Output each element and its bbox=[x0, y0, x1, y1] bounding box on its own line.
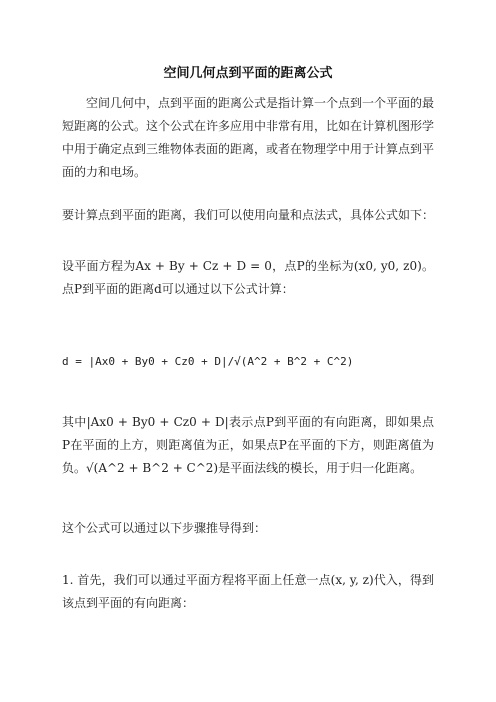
derivation-step-1: 1. 首先，我们可以通过平面方程将平面上任意一点(x, y, z)代入，得到该点到平面的有向距离： bbox=[62, 573, 434, 610]
method-paragraph: 要计算点到平面的距离，我们可以使用向量和点法式，具体公式如下： bbox=[62, 208, 435, 222]
setup-paragraph: 设平面方程为Ax + By + Cz + D = 0，点P的坐标为(x0, y0, z0)。点P到平面的距离d可以通过以下公式计算： bbox=[62, 259, 434, 296]
derivation-intro-paragraph: 这个公式可以通过以下步骤推导得到： bbox=[62, 521, 267, 535]
explanation-paragraph: 其中|Ax0 + By0 + Cz0 + D|表示点P到平面的有向距离，即如果点P在平面的上方，则距离值为正，如果点P在平面的下方，则距离值为负。√(A^2 + B^2 + C^2)是平面法线的模长，用于归一化距离。 bbox=[62, 415, 434, 475]
document-title: 空间几何点到平面的距离公式 bbox=[163, 66, 333, 81]
distance-formula: d = |Ax0 + By0 + Cz0 + D|/√(A^2 + B^2 + C^2) bbox=[62, 355, 354, 368]
intro-paragraph: 空间几何中，点到平面的距离公式是指计算一个点到一个平面的最短距离的公式。这个公式在许多应用中非常有用，比如在计算机图形学中用于确定点到三维物体表面的距离，或者在物理学中用于计算点到平面的力和电场。 bbox=[62, 96, 435, 179]
